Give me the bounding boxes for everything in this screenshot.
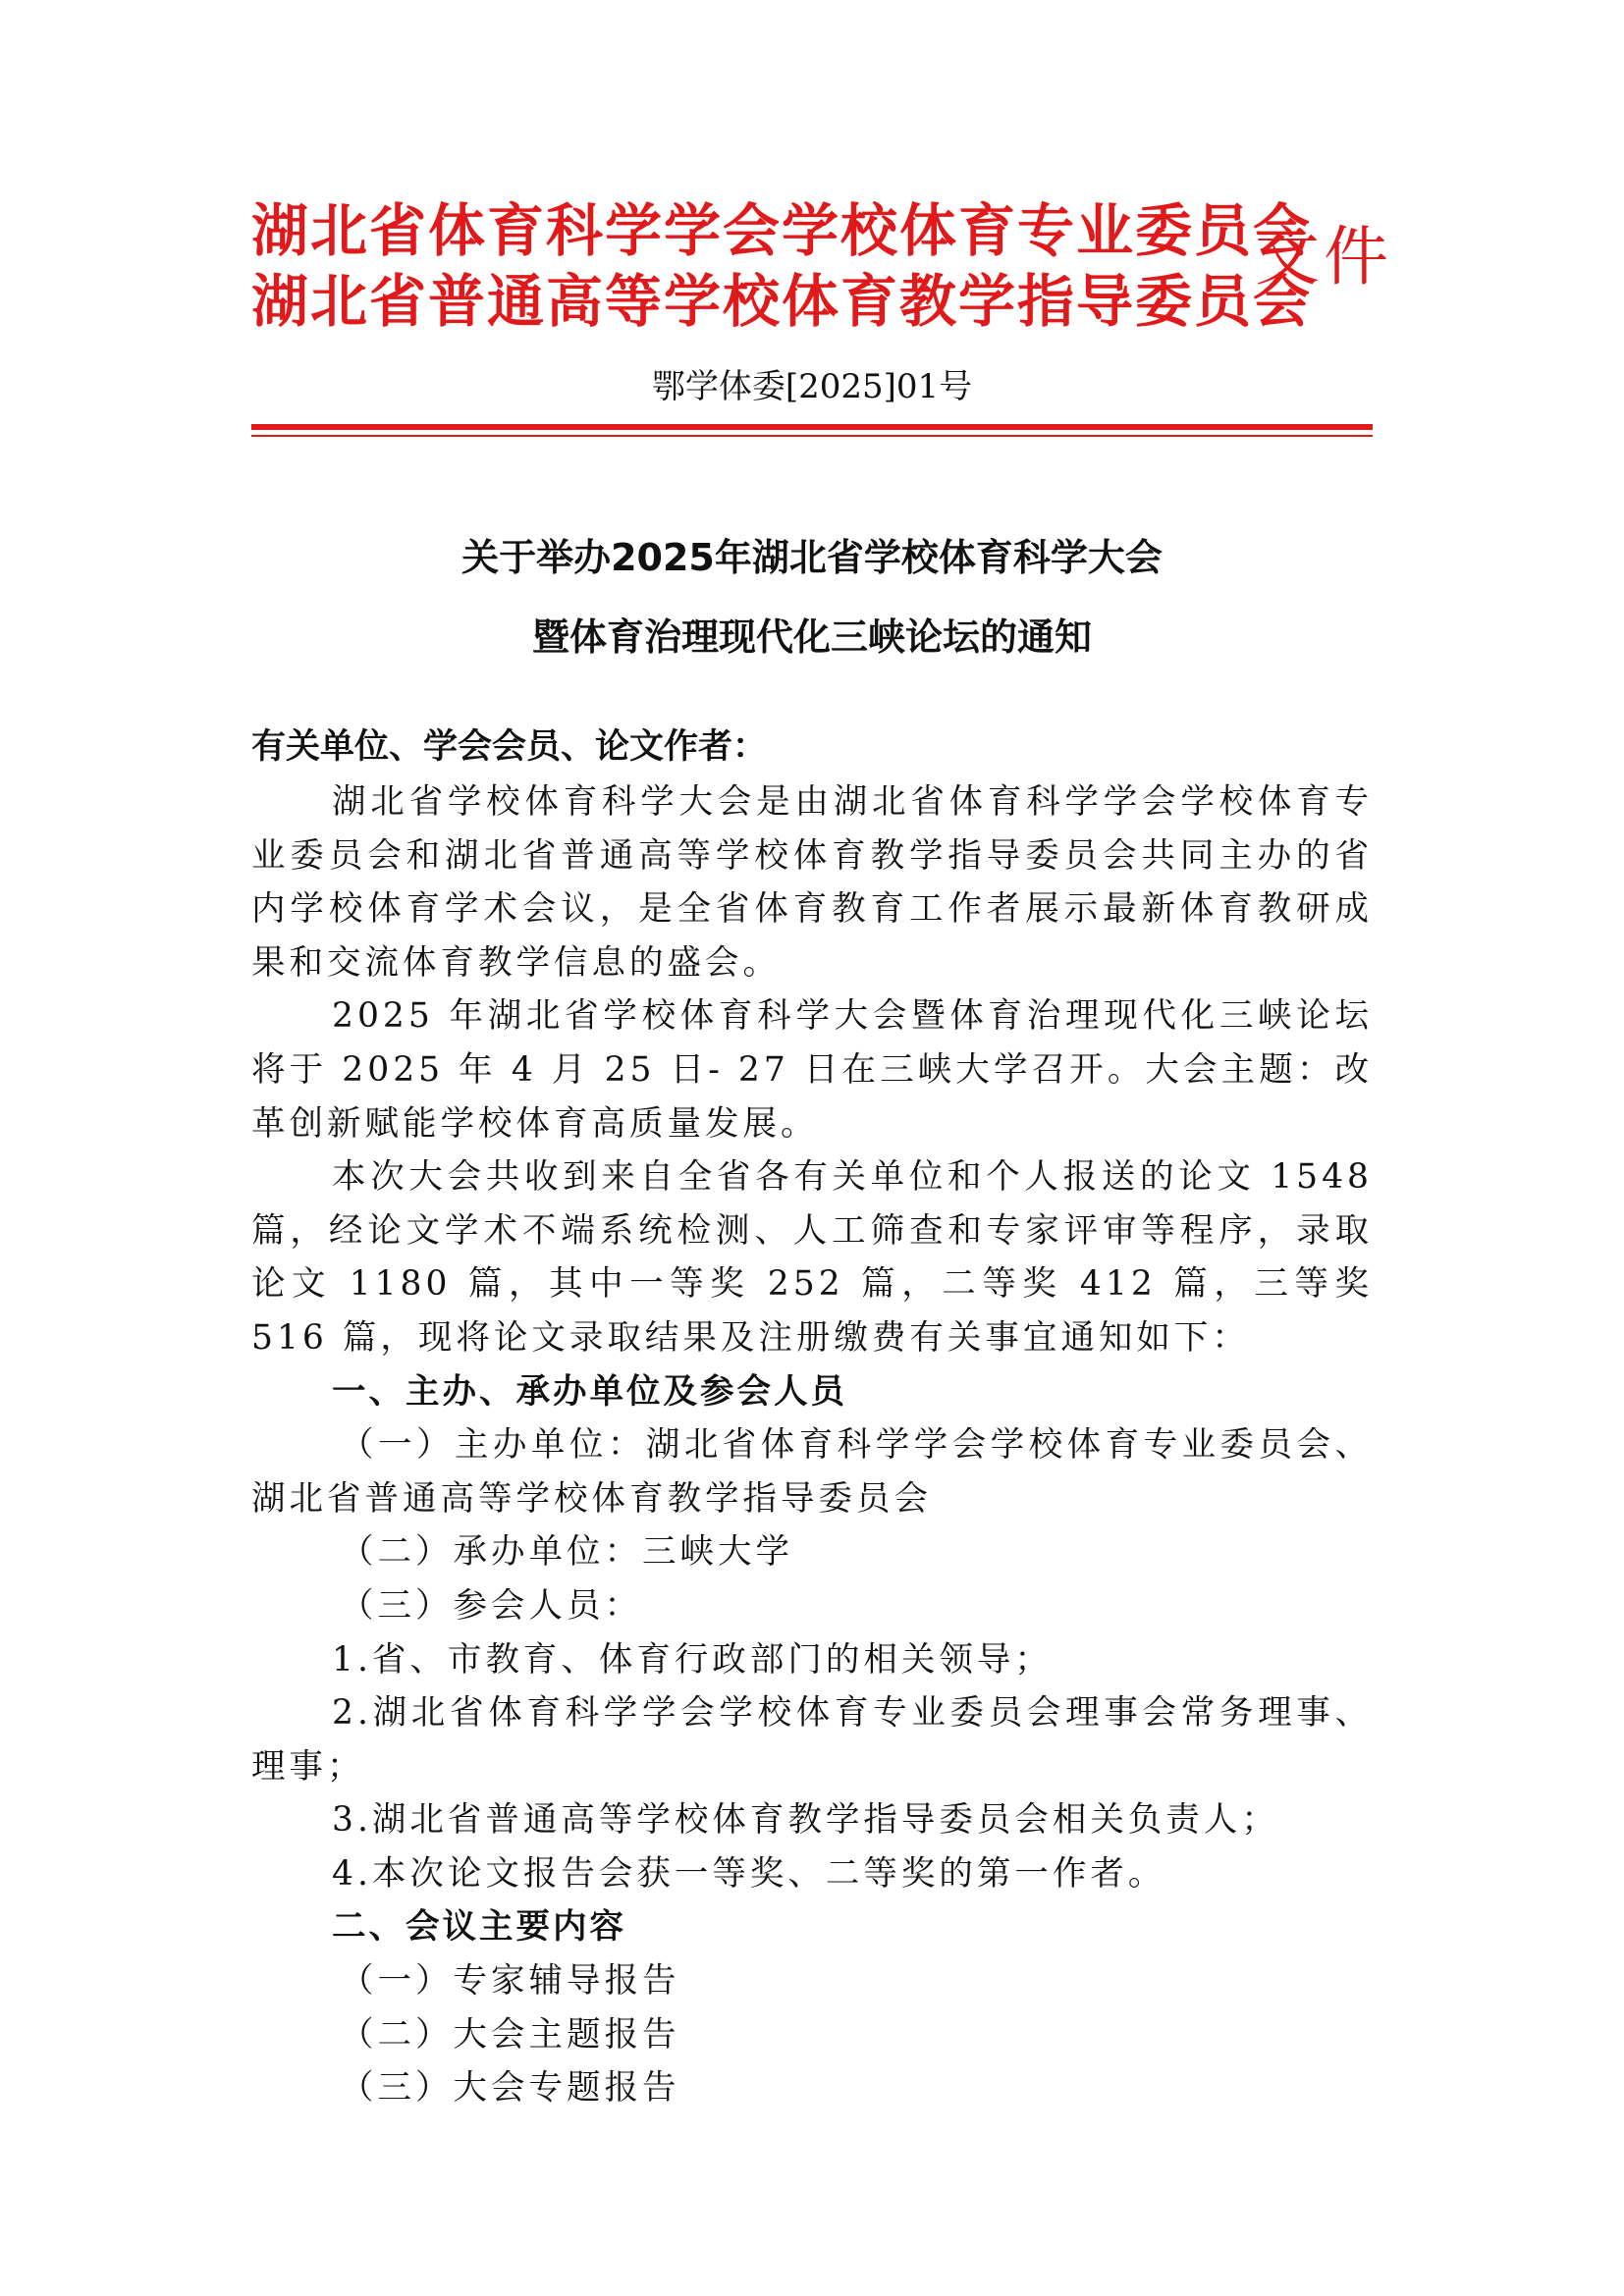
letterhead-divider-thin (251, 435, 1373, 437)
section-2-item: （二）大会主题报告 (340, 2014, 680, 2055)
document-number: 鄂学体委[2025]01号 (651, 367, 973, 406)
section-2-heading: 二、会议主要内容 (332, 1907, 626, 1948)
document-body (251, 775, 1373, 2115)
salutation: 有关单位、学会会员、论文作者： (251, 727, 768, 767)
paragraph-intro: 湖北省学校体育科学大会是由湖北省体育科学学会学校体育专业委员会和湖北省普通高等学校体育教学指导委员会共同主办的省内学校体育学术会议，是全省体育教育工作者展示最新体育教研成果和交流体育教学信息的盛会。 (251, 782, 1373, 983)
participant-item: 3.湖北省普通高等学校体育教学指导委员会相关负责人； (332, 1800, 1279, 1841)
section-1-host: （二）承办单位：三峡大学 (340, 1532, 793, 1573)
participant-item: 4.本次论文报告会获一等奖、二等奖的第一作者。 (332, 1853, 1166, 1894)
paragraph-conference-date: 2025 年湖北省学校体育科学大会暨体育治理现代化三峡论坛将于 2025 年 4 月 25 日- 27 日在三峡大学召开。大会主题：改革创新赋能学校体育高质量发展。 (251, 996, 1373, 1144)
letterhead-file-word: 文件 (1255, 219, 1392, 294)
section-2-item: （一）专家辅导报告 (340, 1961, 680, 2002)
letterhead-divider-thick (251, 424, 1373, 430)
section-1-heading: 一、主办、承办单位及参会人员 (332, 1371, 847, 1412)
section-1-participants-label: （三）参会人员： (340, 1585, 642, 1626)
letterhead-org-line-2: 湖北省普通高等学校体育教学指导委员会 (251, 268, 1313, 335)
participant-item: 2.湖北省体育科学学会学校体育专业委员会理事会常务理事、理事； (251, 1693, 1373, 1787)
paragraph-paper-results: 本次大会共收到来自全省各有关单位和个人报送的论文 1548 篇，经论文学术不端系统检测、人工筛查和专家评审等程序，录取论文 1180 篇，其中一等奖 252 篇，二等奖 412 篇，三等奖 516 篇，现将论文录取结果及注册缴费有关事宜通知如下： (251, 1157, 1373, 1358)
participant-item: 1.省、市教育、体育行政部门的相关领导； (332, 1639, 1053, 1680)
document-title-line-1: 关于举办2025年湖北省学校体育科学大会 (461, 536, 1163, 579)
letterhead-org-line-1: 湖北省体育科学学会学校体育专业委员会 (251, 197, 1313, 264)
section-1-organizer: （一）主办单位：湖北省体育科学学会学校体育专业委员会、湖北省普通高等学校体育教学指导委员会 (251, 1425, 1373, 1519)
document-title-line-2: 暨体育治理现代化三峡论坛的通知 (531, 615, 1092, 659)
section-2-item: （三）大会专题报告 (340, 2068, 680, 2109)
